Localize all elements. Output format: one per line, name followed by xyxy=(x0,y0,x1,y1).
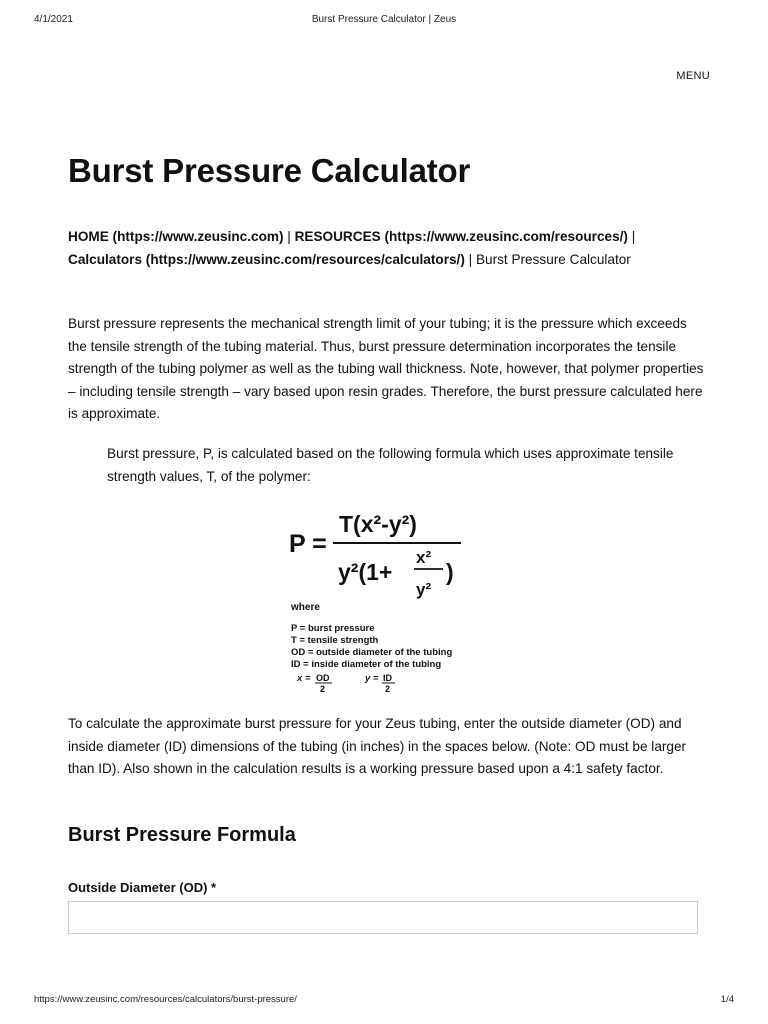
formula-intro-paragraph: Burst pressure, P, is calculated based on the following formula which uses approximate tensile strength values, T, of the polymer: xyxy=(107,446,674,484)
formula-inner-denominator: y² xyxy=(416,580,432,599)
formula-y-def-num: ID xyxy=(383,673,392,683)
print-date: 4/1/2021 xyxy=(34,14,73,25)
breadcrumb-separator: | xyxy=(627,229,636,244)
formula-denominator-right: ) xyxy=(446,559,454,585)
print-page-title: Burst Pressure Calculator | Zeus xyxy=(311,14,457,25)
formula-y-def: y = xyxy=(365,673,379,684)
breadcrumb xyxy=(68,225,708,271)
formula-x-def-num: OD xyxy=(316,673,330,683)
od-field-label: Outside Diameter (OD) * xyxy=(68,880,217,895)
formula-denominator-left: y²(1+ xyxy=(338,559,393,585)
formula-where: where xyxy=(291,602,320,613)
breadcrumb-separator: | xyxy=(283,229,295,244)
formula-legend-t: T = tensile strength xyxy=(291,635,379,646)
burst-pressure-formula xyxy=(285,505,485,695)
od-input[interactable] xyxy=(68,901,698,934)
formula-inner-numerator: x² xyxy=(416,548,432,567)
page-title: Burst Pressure Calculator xyxy=(68,152,471,189)
breadcrumb-calculators-link[interactable]: Calculators (https://www.zeusinc.com/resources/calculators/) xyxy=(68,252,465,267)
breadcrumb-current: Burst Pressure Calculator xyxy=(475,252,631,267)
page-number: 1/4 xyxy=(720,994,734,1005)
breadcrumb-resources-link[interactable]: RESOURCES (https://www.zeusinc.com/resources/) xyxy=(294,229,628,244)
print-url: https://www.zeusinc.com/resources/calculators/burst-pressure/ xyxy=(34,994,297,1005)
breadcrumb-separator: | xyxy=(464,252,476,267)
intro-paragraph: Burst pressure represents the mechanical strength limit of your tubing; it is the pressure which exceeds the tensile strength of the tubing material. Thus, burst pressure determination incorporates the tensile strength of the tubing polymer as well as the tubing wall thickness. Note, however, that polymer properties – including tensile strength – vary based upon resin grades. Therefore, the burst pressure calculated here is approximate. xyxy=(68,316,704,421)
formula-legend-id: ID = inside diameter of the tubing xyxy=(291,659,442,670)
formula-legend-od: OD = outside diameter of the tubing xyxy=(291,647,453,658)
formula-y-def-den: 2 xyxy=(385,684,391,694)
formula-legend-p: P = burst pressure xyxy=(291,623,375,634)
form-section-title: Burst Pressure Formula xyxy=(68,824,296,846)
formula-lhs: P = xyxy=(289,530,327,558)
formula-x-def: x = xyxy=(297,673,311,684)
menu-button[interactable]: MENU xyxy=(676,70,710,82)
breadcrumb-home-link[interactable]: HOME (https://www.zeusinc.com) xyxy=(68,229,284,244)
formula-x-def-den: 2 xyxy=(320,684,326,694)
formula-numerator: T(x²-y²) xyxy=(339,511,417,537)
calculation-instructions: To calculate the approximate burst pressure for your Zeus tubing, enter the outside diameter (OD) and inside diameter (ID) dimensions of the tubing (in inches) in the spaces below. (Note: OD must be larger than ID). Also shown in the calculation results is a working pressure based upon a 4:1 safety factor. xyxy=(68,716,687,776)
